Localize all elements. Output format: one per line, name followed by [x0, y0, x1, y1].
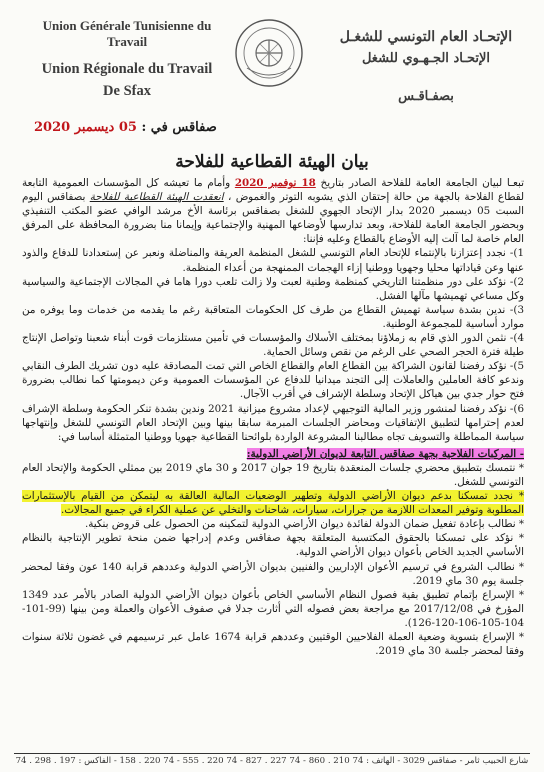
- point-1: 1)- نجدد إعتزازنا بالإنتماء للإتحاد العام التونسي للشغل المنظمة العريقة والمناضلة ونعبر عن إستعدادنا للدفاع والذود عنها وعن قياداتها محليا وجهويا ووطنيا إزاء الهجمات الممنهجة من أعداء المنظمة.: [22, 247, 524, 274]
- french-letterhead: [22, 18, 232, 100]
- date-value: 05 ديسمبر 2020: [34, 120, 137, 135]
- demand-2: [22, 489, 524, 517]
- intro-text-2: وأمام ما تعيشه كل المؤسسات العمومية التابعة لقطاع الفلاحة بالجهة من حالة إحتقان الذي يشوبه التوتر والغموض ،: [22, 177, 524, 204]
- footer-contact: شارع الحبيب ثامر - صفاقس 3029 - الهاتف : 74 210 . 860 - 74 227 . 827 - 74 220 . 555 - 74 220 . 158 - الفاكس : 197 . 298 . 74: [14, 753, 530, 766]
- point-4: 4)- نثمن الدور الذي قام به زملاؤنا بمختلف الأسلاك والمؤسسات في تأمين مستلزمات قوت أبناء شعبنا وتواصل الإنتاج طيلة فترة الحجر الصحي على الرغم من نقص وسائل الحماية.: [22, 332, 524, 359]
- demand-1: * نتمسك بتطبيق محضري جلسات المنعقدة بتاريخ 19 جوان 2017 و 30 ماي 2019 بين ممثلي الحكومة والإتحاد العام التونسي للشغل.: [22, 461, 524, 488]
- union-logo-icon: [232, 16, 306, 90]
- regional-union-ar: الإتحـاد الجـهـوي للشغل: [361, 51, 491, 66]
- document-title: بيان الهيئة القطاعية للفلاحة: [175, 152, 369, 172]
- point-5: 5)- نؤكد رفضنا لقانون الشراكة بين القطاع العام والقطاع الخاص التي تمت المصادقة عليه دون تشريك الطرف النقابي وندعو كافة العاملين والعاملات إلى التجند ميدانيا للدفاع عن المؤسسات العمومية وعن ديمومتها كما نطالب بضرورة فتح حوار جدي بين هياكل الإتحاد وسلطة الإشراف في أقرب الآجال.: [22, 360, 524, 401]
- section-title-text: - المركبات الفلاحية بجهة صفاقس التابعة لديوان الأراضي الدولية:: [246, 447, 524, 460]
- union-name-fr: Union Générale Tunisienne du Travail: [42, 18, 212, 49]
- intro-date: 18 نوفمبر 2020: [234, 177, 316, 189]
- date-line: [34, 120, 217, 135]
- intro-text-3: انعقدت الهيئة القطاعية للفلاحة: [89, 191, 224, 204]
- demand-5: * نطالب الشروع في ترسيم الأعوان الإداريين والفنيين بديوان الأراضي الدولية وعددهم قرابة 140 عون وفقا لمحضر جلسة يوم 30 ماي 2019.: [22, 560, 525, 587]
- intro-text-4: بصفاقس اليوم السبت 05 ديسمبر 2020 بدار الإتحاد الجهوي للشغل بصفاقس برئاسة الأخ مرشد الوافي عضو المكتب التنفيذي وبحضور الجامعة العامة للفلاحة، وبعد تدارسها لأوضاعها المهنية والإجتماعية وإيمانا منا بضرورة المحافظة على المرفق العام خاصة لما آلت إليه الأوضاع بالقطاع وعليه فإننا:: [22, 191, 524, 246]
- section-title: [22, 447, 524, 461]
- arabic-letterhead: [326, 26, 526, 108]
- document-body: [22, 176, 524, 658]
- intro-text-1: تبعـا لبيان الجامعة العامة للفلاحة الصادر بتاريخ: [315, 177, 524, 189]
- union-name-ar: الإتحـاد العام التونسي للشغـل: [339, 29, 513, 45]
- city-fr: De Sfax: [103, 83, 151, 99]
- demand-4: * نؤكد على تمسكنا بالحقوق المكتسبة المتعلقة بجهة صفاقس وعدم إدراجها ضمن منحة تطوير الإنتاجية بالنظام الأساسي الجديد الخاص بأعوان ديوان الأراضي الدولية.: [22, 532, 524, 559]
- point-6: 6)- نؤكد رفضنا لمنشور وزير المالية التوجيهي لإعداد مشروع ميزانية 2021 وندين بشدة تنكر الحكومة وسلطة الإشراف لعدم إحترامها لتطبيق الإتفاقيات ومحاضر الجلسات المبرمة سابقا بينها وبين الإتحاد العام التونسي للشغل وإنتهاجها سياسة المماطلة والتسويف تجاه مطالبنا المشروعة الواردة بلوائحنا القطاعية جهويا ووطنيا المتمثلة أساسا في:: [22, 402, 524, 443]
- point-3: 3)- ندين بشدة سياسة تهميش القطاع من طرف كل الحكومات المتعاقبة رغم ما يقدمه من خدمات وما يوفره من موارد أساسية للمجموعة الوطنية.: [22, 303, 524, 330]
- regional-union-fr: Union Régionale du Travail: [41, 61, 213, 77]
- demand-7: * الإسراع بتسوية وضعية العملة الفلاحيين الوقتيين وعددهم قرابة 1674 عامل عبر ترسيمهم في غضون ثلاثة سنوات وفقا لمحضر جلسة 30 ماي 2019.: [22, 631, 524, 658]
- demand-2-highlight: * نجدد تمسكنا بدعم ديوان الأراضي الدولية وتطهير الوضعيات المالية العالقة به ليتمكن من القيام بالإستثمارات المطلوبة وتوفير المعدات اللازمة من جرارات، سيارات، شاحنات والتخلي عن عملية الكراء في جميع المجالات.: [22, 490, 524, 517]
- city-ar: بصفـاقـس: [398, 89, 454, 104]
- point-2: 2)- نؤكد على دور منظمتنا التاريخي كمنظمة وطنية لعبت ولا زالت تلعب دورا هاما في المجالات الإجتماعية والسياسية وكل مساعي تهميشها مآلها الفشل.: [22, 275, 524, 302]
- date-prefix: صفاقس في :: [141, 120, 217, 135]
- intro-paragraph: [22, 176, 524, 246]
- demand-3: * نطالب بإعادة تفعيل ضمان الدولة لفائدة ديوان الأراضي الدولية لتمكينه من الحصول على قروض بنكية.: [84, 518, 524, 531]
- demand-6: * الإسراع بإتمام تطبيق بقية فصول النظام الأساسي الخاص بأعوان ديوان الأراضي الدولية الصادر بالأمر عدد 1349 المؤرخ في 2017/12/08 مع مراجعة بعض فصوله التي أثارت جدلا في صفوف الأعوان والعملة ومن بينها (99-101-104-105-106-120-126).: [22, 588, 524, 629]
